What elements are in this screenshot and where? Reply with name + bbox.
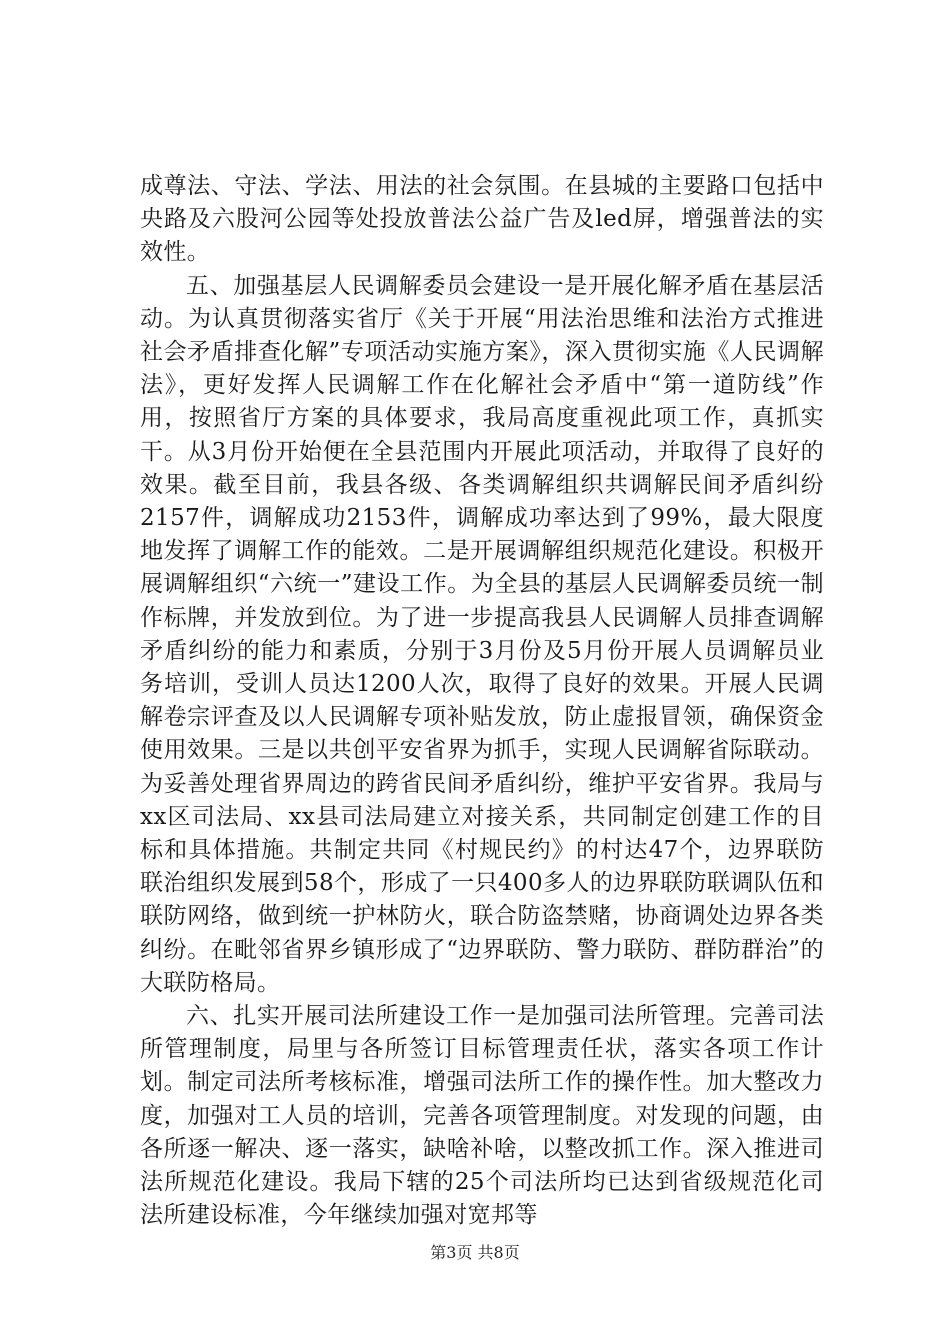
page-number-footer: 第3页 共8页: [430, 1243, 520, 1262]
paragraph-section-6: 六、扎实开展司法所建设工作一是加强司法所管理。完善司法所管理制度，局里与各所签订目标管理责任状，落实各项工作计划。制定司法所考核标准，增强司法所工作的操作性。加大整改力度，加强对工人员的培训，完善各项管理制度。对发现的问题，由各所逐一解决、逐一落实，缺啥补啥，以整改抓工作。深入推进司法所规范化建设。我局下辖的25个司法所均已达到省级规范化司法所建设标准，今年继续加强对宽邦等: [140, 1003, 824, 1229]
paragraph-intro: 成尊法、守法、学法、用法的社会氛围。在县城的主要路口包括中央路及六股河公园等处投放普法公益广告及led屏，增强普法的实效性。: [140, 173, 824, 266]
document-body: [140, 170, 824, 1233]
paragraph-section-5: 五、加强基层人民调解委员会建设一是开展化解矛盾在基层活动。为认真贯彻落实省厅《关于开展“用法治思维和法治方式推进社会矛盾排查化解”专项活动实施方案》，深入贯彻实施《人民调解法》，更好发挥人民调解工作在化解社会矛盾中“第一道防线”作用，按照省厅方案的具体要求，我局高度重视此项工作，真抓实干。从3月份开始便在全县范围内开展此项活动，并取得了良好的效果。截至目前，我县各级、各类调解组织共调解民间矛盾纠纷2157件，调解成功2153件，调解成功率达到了99%，最大限度地发挥了调解工作的能效。二是开展调解组织规范化建设。积极开展调解组织“六统一”建设工作。为全县的基层人民调解委员统一制作标牌，并发放到位。为了进一步提高我县人民调解人员排查调解矛盾纠纷的能力和素质，分别于3月份及5月份开展人员调解员业务培训，受训人员达1200人次，取得了良好的效果。开展人民调解卷宗评查及以人民调解专项补贴发放，防止虚报冒领，确保资金使用效果。三是以共创平安省界为抓手，实现人民调解省际联动。为妥善处理省界周边的跨省民间矛盾纠纷，维护平安省界。我局与xx区司法局、xx县司法局建立对接关系，共同制定创建工作的目标和具体措施。共制定共同《村规民约》的村达47个，边界联防联治组织发展到58个，形成了一只400多人的边界联防联调队伍和联防网络，做到统一护林防火，联合防盗禁赌，协商调处边界各类纠纷。在毗邻省界乡镇形成了“边界联防、警力联防、群防群治”的大联防格局。: [140, 272, 824, 996]
